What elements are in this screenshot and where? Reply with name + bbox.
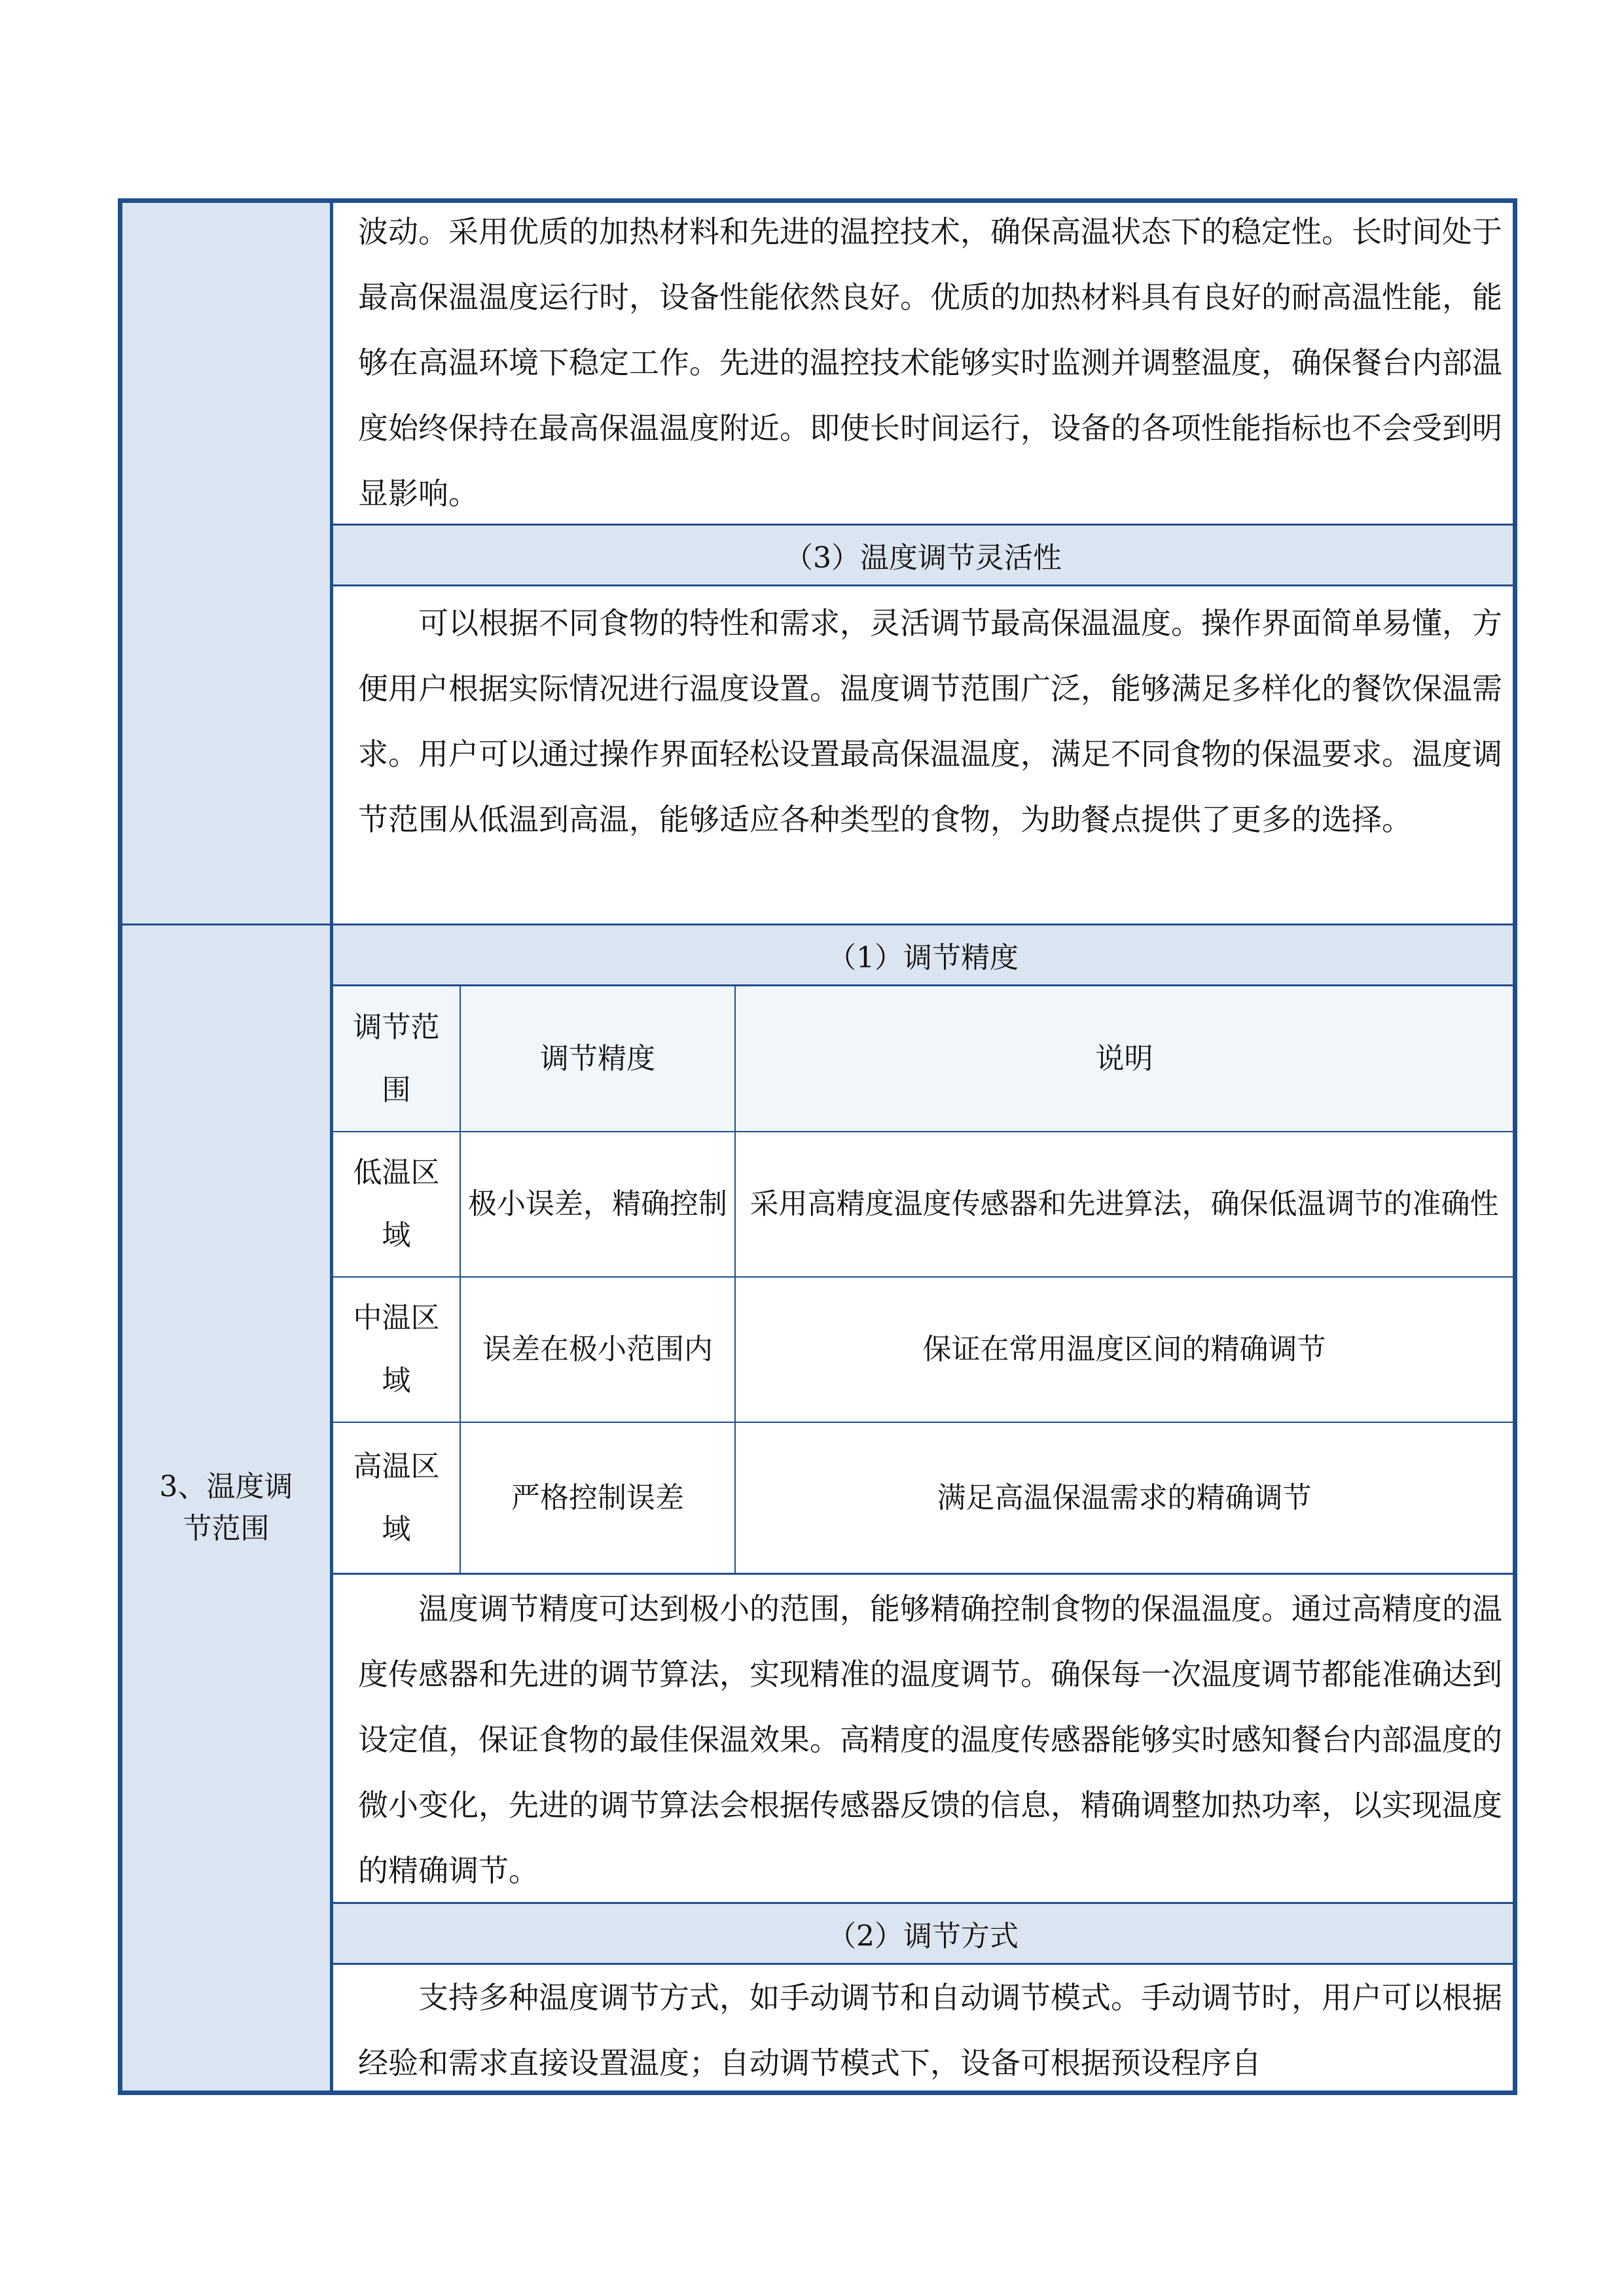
content-table (118, 198, 1517, 2095)
flexibility-paragraph: 可以根据不同食物的特性和需求，灵活调节最高保温温度。操作界面简单易懂，方便用户根据实际情况进行温度设置。温度调节范围广泛，能够满足多样化的餐饮保温需求。用户可以通过操作界面轻松设置最高保温温度，满足不同食物的保温要求。温度调节范围从低温到高温，能够适应各种类型的食物，为助餐点提供了更多的选择。 (358, 605, 1502, 837)
precision-table (333, 986, 1513, 1575)
subheading-adjustment-precision: （1）调节精度 (333, 924, 1513, 986)
table-row-high-precision: 严格控制误差 (461, 1423, 736, 1573)
table-row-high-range: 高温区域 (333, 1423, 461, 1573)
left-label-cell-empty (122, 203, 333, 924)
table-row-high-description: 满足高温保温需求的精确调节 (937, 1480, 1312, 1515)
precision-paragraph: 温度调节精度可达到极小的范围，能够精确控制食物的保温温度。通过高精度的温度传感器和先进的调节算法，实现精准的温度调节。确保每一次温度调节都能准确达到设定值，保证食物的最佳保温效果。高精度的温度传感器能够实时感知餐台内部温度的微小变化，先进的调节算法会根据传感器反馈的信息，精确调整加热功率，以实现温度的精确调节。 (358, 1591, 1502, 1888)
subheading-temperature-flexibility: （3）温度调节灵活性 (333, 524, 1513, 586)
continuation-paragraph: 波动。采用优质的加热材料和先进的温控技术，确保高温状态下的稳定性。长时间处于最高保温温度运行时，设备性能依然良好。优质的加热材料具有良好的耐高温性能，能够在高温环境下稳定工作。先进的温控技术能够实时监测并调整温度，确保餐台内部温度始终保持在最高保温温度附近。即使长时间运行，设备的各项性能指标也不会受到明显影响。 (358, 214, 1502, 511)
table-row-mid-description: 保证在常用温度区间的精确调节 (736, 1278, 1513, 1423)
table-header-description: 说明 (736, 986, 1513, 1132)
table-header-precision: 调节精度 (461, 986, 736, 1132)
section-3-label-cell (122, 924, 333, 2090)
table-header-range: 调节范围 (333, 986, 461, 1132)
table-row-mid-precision: 误差在极小范围内 (461, 1278, 736, 1423)
table-row-low-description: 采用高精度温度传感器和先进算法，确保低温调节的准确性 (736, 1132, 1513, 1278)
method-paragraph: 支持多种温度调节方式，如手动调节和自动调节模式。手动调节时，用户可以根据经验和需求直接设置温度；自动调节模式下，设备可根据预设程序自 (358, 1980, 1502, 2081)
table-row-low-precision: 极小误差，精确控制 (461, 1132, 736, 1278)
table-row-mid-range: 中温区域 (333, 1278, 461, 1423)
table-row-low-range: 低温区域 (333, 1132, 461, 1278)
section-3-label: 3、温度调节范围 (159, 1470, 293, 1545)
subheading-adjustment-method: （2）调节方式 (333, 1902, 1513, 1965)
